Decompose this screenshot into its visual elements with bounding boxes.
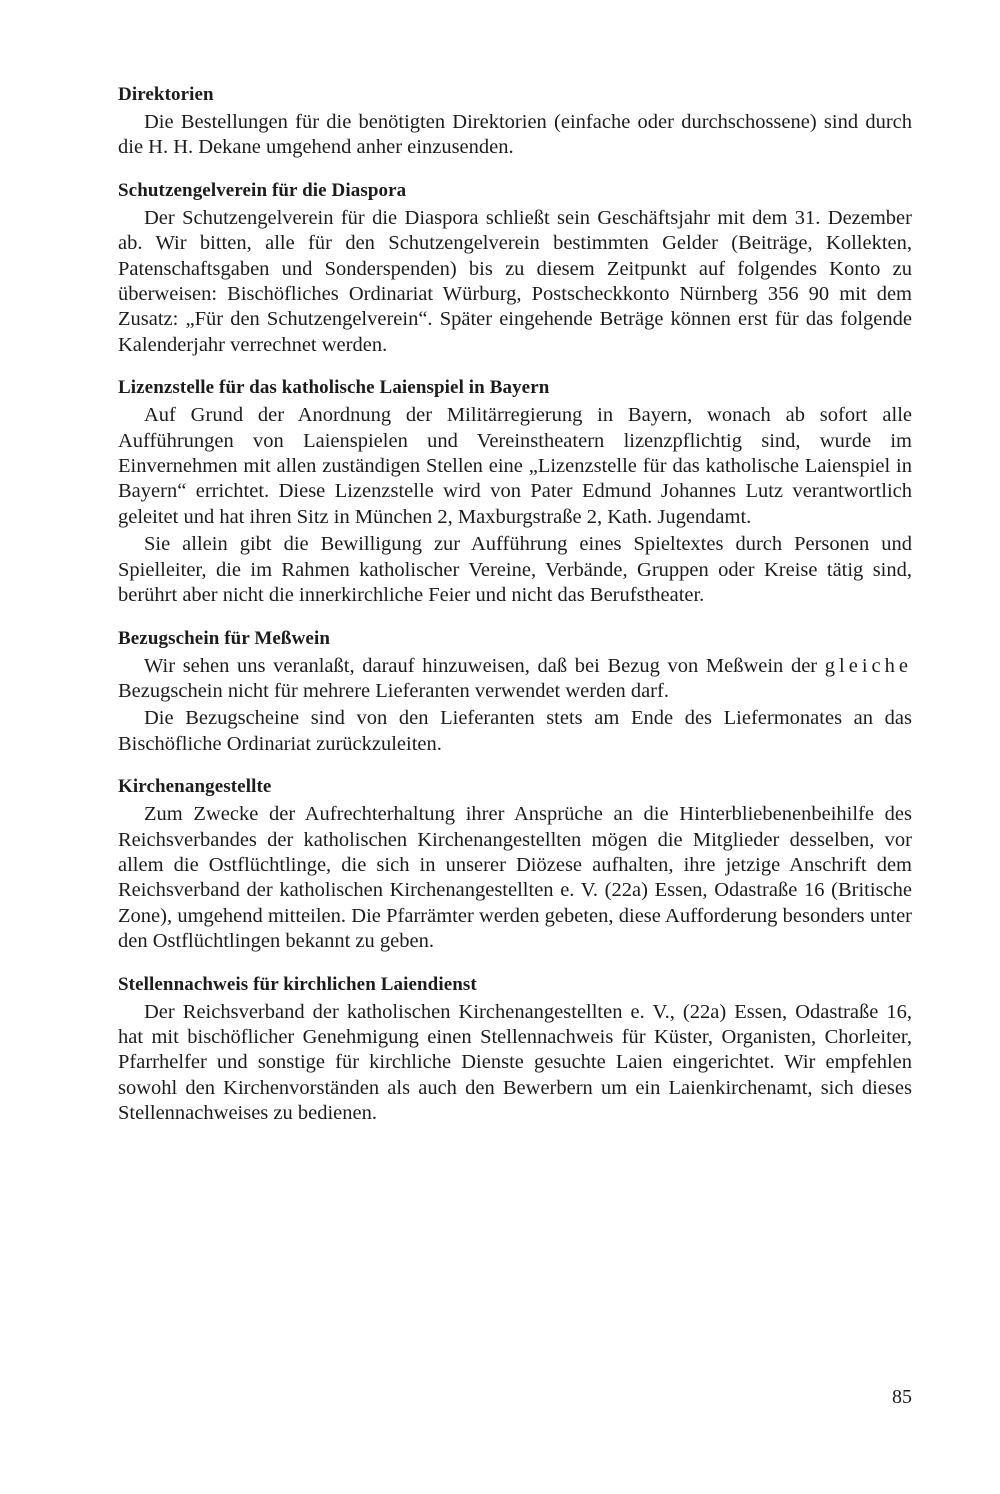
section-paragraph: Die Bezugscheine sind von den Lieferanten stets am Ende des Liefermonates an das Bischöfliche Ordinariat zurückzuleiten. bbox=[118, 707, 912, 755]
section-schutzengelverein bbox=[118, 178, 912, 358]
section-paragraph: Sie allein gibt die Bewilligung zur Aufführung eines Spieltextes durch Personen und Spielleiter, die im Rahmen katholischer Vereine, Verbände, Gruppen oder Kreise tätig sind, berührt aber nicht die innerkirchliche Feier und nicht das Berufstheater. bbox=[118, 533, 912, 607]
section-paragraph bbox=[118, 654, 912, 705]
paragraph-text: Wir sehen uns veranlaßt, darauf hinzuweisen, daß bei Bezug von Meßwein der bbox=[144, 654, 825, 677]
section-bezugschein bbox=[118, 626, 912, 758]
section-lizenzstelle bbox=[118, 375, 912, 608]
emphasized-word: gleiche bbox=[824, 654, 912, 677]
section-kirchenangestellte bbox=[118, 774, 912, 954]
section-heading: Direktorien bbox=[118, 84, 214, 105]
section-heading: Lizenzstelle für das katholische Laienspiel in Bayern bbox=[118, 377, 550, 399]
section-paragraph: Die Bestellungen für die benötigten Direktorien (einfache oder durchschossene) sind durch die H. H. Dekane umgehend anher einzusenden. bbox=[118, 111, 912, 159]
section-heading: Kirchenangestellte bbox=[118, 776, 272, 798]
section-paragraph: Der Reichsverband der katholischen Kirchenangestellten e. V., (22a) Essen, Odastraße 16, hat mit bischöflicher Genehmigung einen Stellennachweis für Küster, Organisten, Chorleiter, Pfarrhelfer und sonstige für kirchliche Dienste gesuchte Laien eingerichtet. Wir empfehlen sowohl den Kirchenvorständen als auch den Bewerbern um ein Laienkirchenamt, sich dieses Stellennachweises zu bedienen. bbox=[118, 1000, 912, 1125]
section-paragraph: Auf Grund der Anordnung der Militärregierung in Bayern, wonach ab sofort alle Aufführungen von Laienspielen und Vereinstheatern lizenzpflichtig sind, wurde im Einvernehmen mit allen zuständigen Stellen eine „Lizenzstelle für das katholische Laienspiel in Bayern“ errichtet. Diese Lizenzstelle wird von Pater Edmund Johannes Lutz verantwortlich geleitet und hat ihren Sitz in München 2, Maxburgstraße 2, Kath. Jugendamt. bbox=[118, 404, 912, 528]
section-paragraph: Der Schutzengelverein für die Diaspora schließt sein Geschäftsjahr mit dem 31. Dezember ab. Wir bitten, alle für den Schutzengelverein bestimmten Gelder (Beiträge, Kollekten, Patenschaftsgaben und Sonderspenden) bis zu diesem Zeitpunkt auf folgendes Konto zu überweisen: Bischöfliches Ordinariat Würburg, Postscheckkonto Nürnberg 356 90 mit dem Zusatz: „Für den Schutzengelverein“. Später eingehende Beträge können erst für das folgende Kalenderjahr verrechnet werden. bbox=[118, 206, 912, 356]
section-direktorien bbox=[118, 82, 912, 161]
page-number: 85 bbox=[892, 1386, 912, 1408]
section-heading: Schutzengelverein für die Diaspora bbox=[118, 179, 407, 201]
section-heading: Stellennachweis für kirchlichen Laiendienst bbox=[118, 973, 477, 995]
paragraph-text: Bezugschein nicht für mehrere Lieferanten verwendet werden darf. bbox=[118, 679, 669, 702]
section-stellennachweis bbox=[118, 972, 912, 1127]
document-page bbox=[118, 82, 912, 1144]
section-paragraph: Zum Zwecke der Aufrechterhaltung ihrer Ansprüche an die Hinterbliebenenbeihilfe des Reichsverbandes der katholischen Kirchenangestellten mögen die Mitglieder desselben, vor allem die Ostflüchtlinge, die sich in unserer Diözese aufhalten, ihre jetzige Anschrift dem Reichsverband der katholischen Kirchenangestellten e. V. (22a) Essen, Odastraße 16 (Britische Zone), umgehend mitteilen. Die Pfarrämter werden gebeten, diese Aufforderung besonders unter den Ostflüchtlingen bekannt zu geben. bbox=[118, 803, 912, 953]
section-heading: Bezugschein für Meßwein bbox=[118, 627, 330, 649]
